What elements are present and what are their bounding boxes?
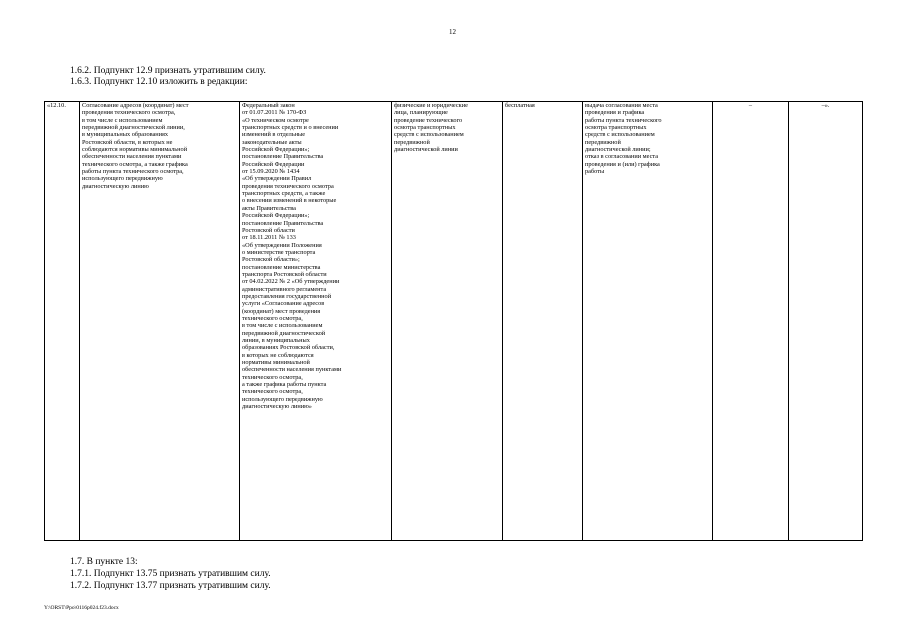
legal-basis-line: в которых не соблюдаются [242,351,314,359]
paragraph-1-6-3: 1.6.3. Подпункт 12.10 изложить в редакции: [70,77,248,87]
service-name-line: Согласование адресов (координат) мест [82,102,189,109]
paragraph-1-6-2: 1.6.2. Подпункт 12.9 признать утратившим силу. [70,66,266,76]
legal-basis-line: от 18.11.2011 № 133 [242,234,296,242]
legal-basis-line: постановление министерства [242,263,321,271]
result-line: средств с использованием [585,131,655,139]
page-number: 12 [449,28,456,36]
applicants-cell [392,102,503,541]
legal-basis-line: Ростовской области [242,226,295,234]
legal-basis-line: технического осмотра, [242,314,303,322]
result-line: отказ в согласовании места [585,153,658,161]
service-name-line: проведения технического осмотра, [82,109,176,117]
applicants-line: физические и юридические [394,102,468,109]
legal-basis-line: передвижной диагностической [242,329,326,337]
result-line: проведения и графика [585,109,645,117]
legal-basis-line: использующего передвижную [242,395,323,403]
service-name-line: соблюдаются нормативы минимальной [82,146,188,154]
applicants-line: проведение технического [394,116,463,124]
legal-basis-line: проведения технического осмотра [242,182,334,190]
legal-basis-line: предоставления государственной [242,292,332,300]
legal-basis-line: Ростовской области»; [242,256,300,264]
paragraph-1-7-2: 1.7.2. Подпункт 13.77 признать утратившим силу. [70,581,271,591]
legal-basis-line: Российской Федерации»; [242,146,310,154]
legal-basis-line: постановление Правительства [242,219,324,227]
legal-basis-line: от 01.07.2011 № 170-ФЗ [242,109,307,117]
legal-basis-line: постановление Правительства [242,153,324,161]
column-8-cell: –». [789,102,863,541]
result-line: выдача согласования места [585,102,658,109]
legal-basis-line: о министерстве транспорта [242,248,316,256]
legal-basis-cell [240,102,392,541]
result-line: работы [585,168,605,176]
legal-basis-line: законодательные акты [242,138,302,146]
legal-basis-line: технического осмотра, [242,388,303,396]
legal-basis-line: Федеральный закон [242,102,295,109]
legal-basis-line: изменений в отдельные [242,131,306,139]
payment-cell: бесплатная [503,102,583,541]
result-line: диагностической линии; [585,146,651,154]
service-name-line: передвижной диагностической линии, [82,124,185,132]
legal-basis-line: о внесении изменений в некоторые [242,197,337,205]
legal-basis-line: нормативы минимальной [242,359,310,367]
legal-basis-line: транспортных средств и о внесении [242,124,339,132]
table-row [45,102,863,541]
legal-basis-line: от 15.09.2020 № 1434 [242,168,300,176]
legal-basis-line: Российской Федерации»; [242,212,310,220]
applicants-line: лица, планирующие [394,109,448,117]
legal-basis-line: «Об утверждении Правил [242,175,312,183]
applicants-line: осмотра транспортных [394,124,456,132]
service-name-line: использующего передвижную [82,175,163,183]
legal-basis-line: транспорта Ростовской области [242,270,327,278]
result-line: осмотра транспортных [585,124,647,132]
paragraph-1-7-1: 1.7.1. Подпункт 13.75 признать утратившим силу. [70,569,271,579]
legal-basis-line: «Об утверждении Положения [242,241,322,249]
column-7-cell: – [713,102,789,541]
legal-basis-line: административного регламента [242,285,327,293]
service-name-line: обеспеченности населения пунктами [82,153,182,161]
legal-basis-line: технического осмотра, [242,373,303,381]
service-name-line: работы пункта технического осмотра, [82,168,184,176]
service-name-line: диагностическую линию [82,182,149,190]
result-cell [583,102,713,541]
legal-basis-line: (координат) мест проведения [242,307,321,315]
result-line: работы пункта технического [585,116,662,124]
legal-basis-line: акты Правительства [242,204,296,212]
result-line: проведения и (или) графика [585,160,660,168]
service-name-line: в том числе с использованием [82,116,163,124]
legal-basis-line: Российской Федерации [242,160,305,168]
legal-basis-line: диагностическую линию» [242,403,312,411]
legal-basis-line: в том числе с использованием [242,322,323,330]
legal-basis-line: транспортных средств, а также [242,190,326,198]
service-name-cell [80,102,240,541]
result-line: передвижной [585,138,621,146]
legal-basis-line: «О техническом осмотре [242,116,309,124]
footer-file-path: Y:\ORST\Ppo\0116p024.f23.docx [44,605,119,611]
applicants-line: диагностической линии [394,146,458,154]
legal-basis-line: а также графика работы пункта [242,381,327,389]
legal-basis-line: линии, в муниципальных [242,337,310,344]
services-table [44,101,863,541]
legal-basis-line: от 04.02.2022 № 2 «Об утверждении [242,278,340,286]
applicants-line: средств с использованием [394,131,464,139]
applicants-line: передвижной [394,138,430,146]
row-number-cell: «12.10. [45,102,80,541]
legal-basis-line: образованиях Ростовской области, [242,344,335,352]
service-name-line: технического осмотра, а также графика [82,160,188,168]
service-name-line: в муниципальных образованиях [82,131,169,139]
legal-basis-line: услуги «Согласование адресов [242,300,325,308]
service-name-line: Ростовской области, в которых не [82,138,173,146]
paragraph-1-7: 1.7. В пункте 13: [70,557,138,567]
legal-basis-line: обеспеченности населения пунктами [242,366,342,374]
